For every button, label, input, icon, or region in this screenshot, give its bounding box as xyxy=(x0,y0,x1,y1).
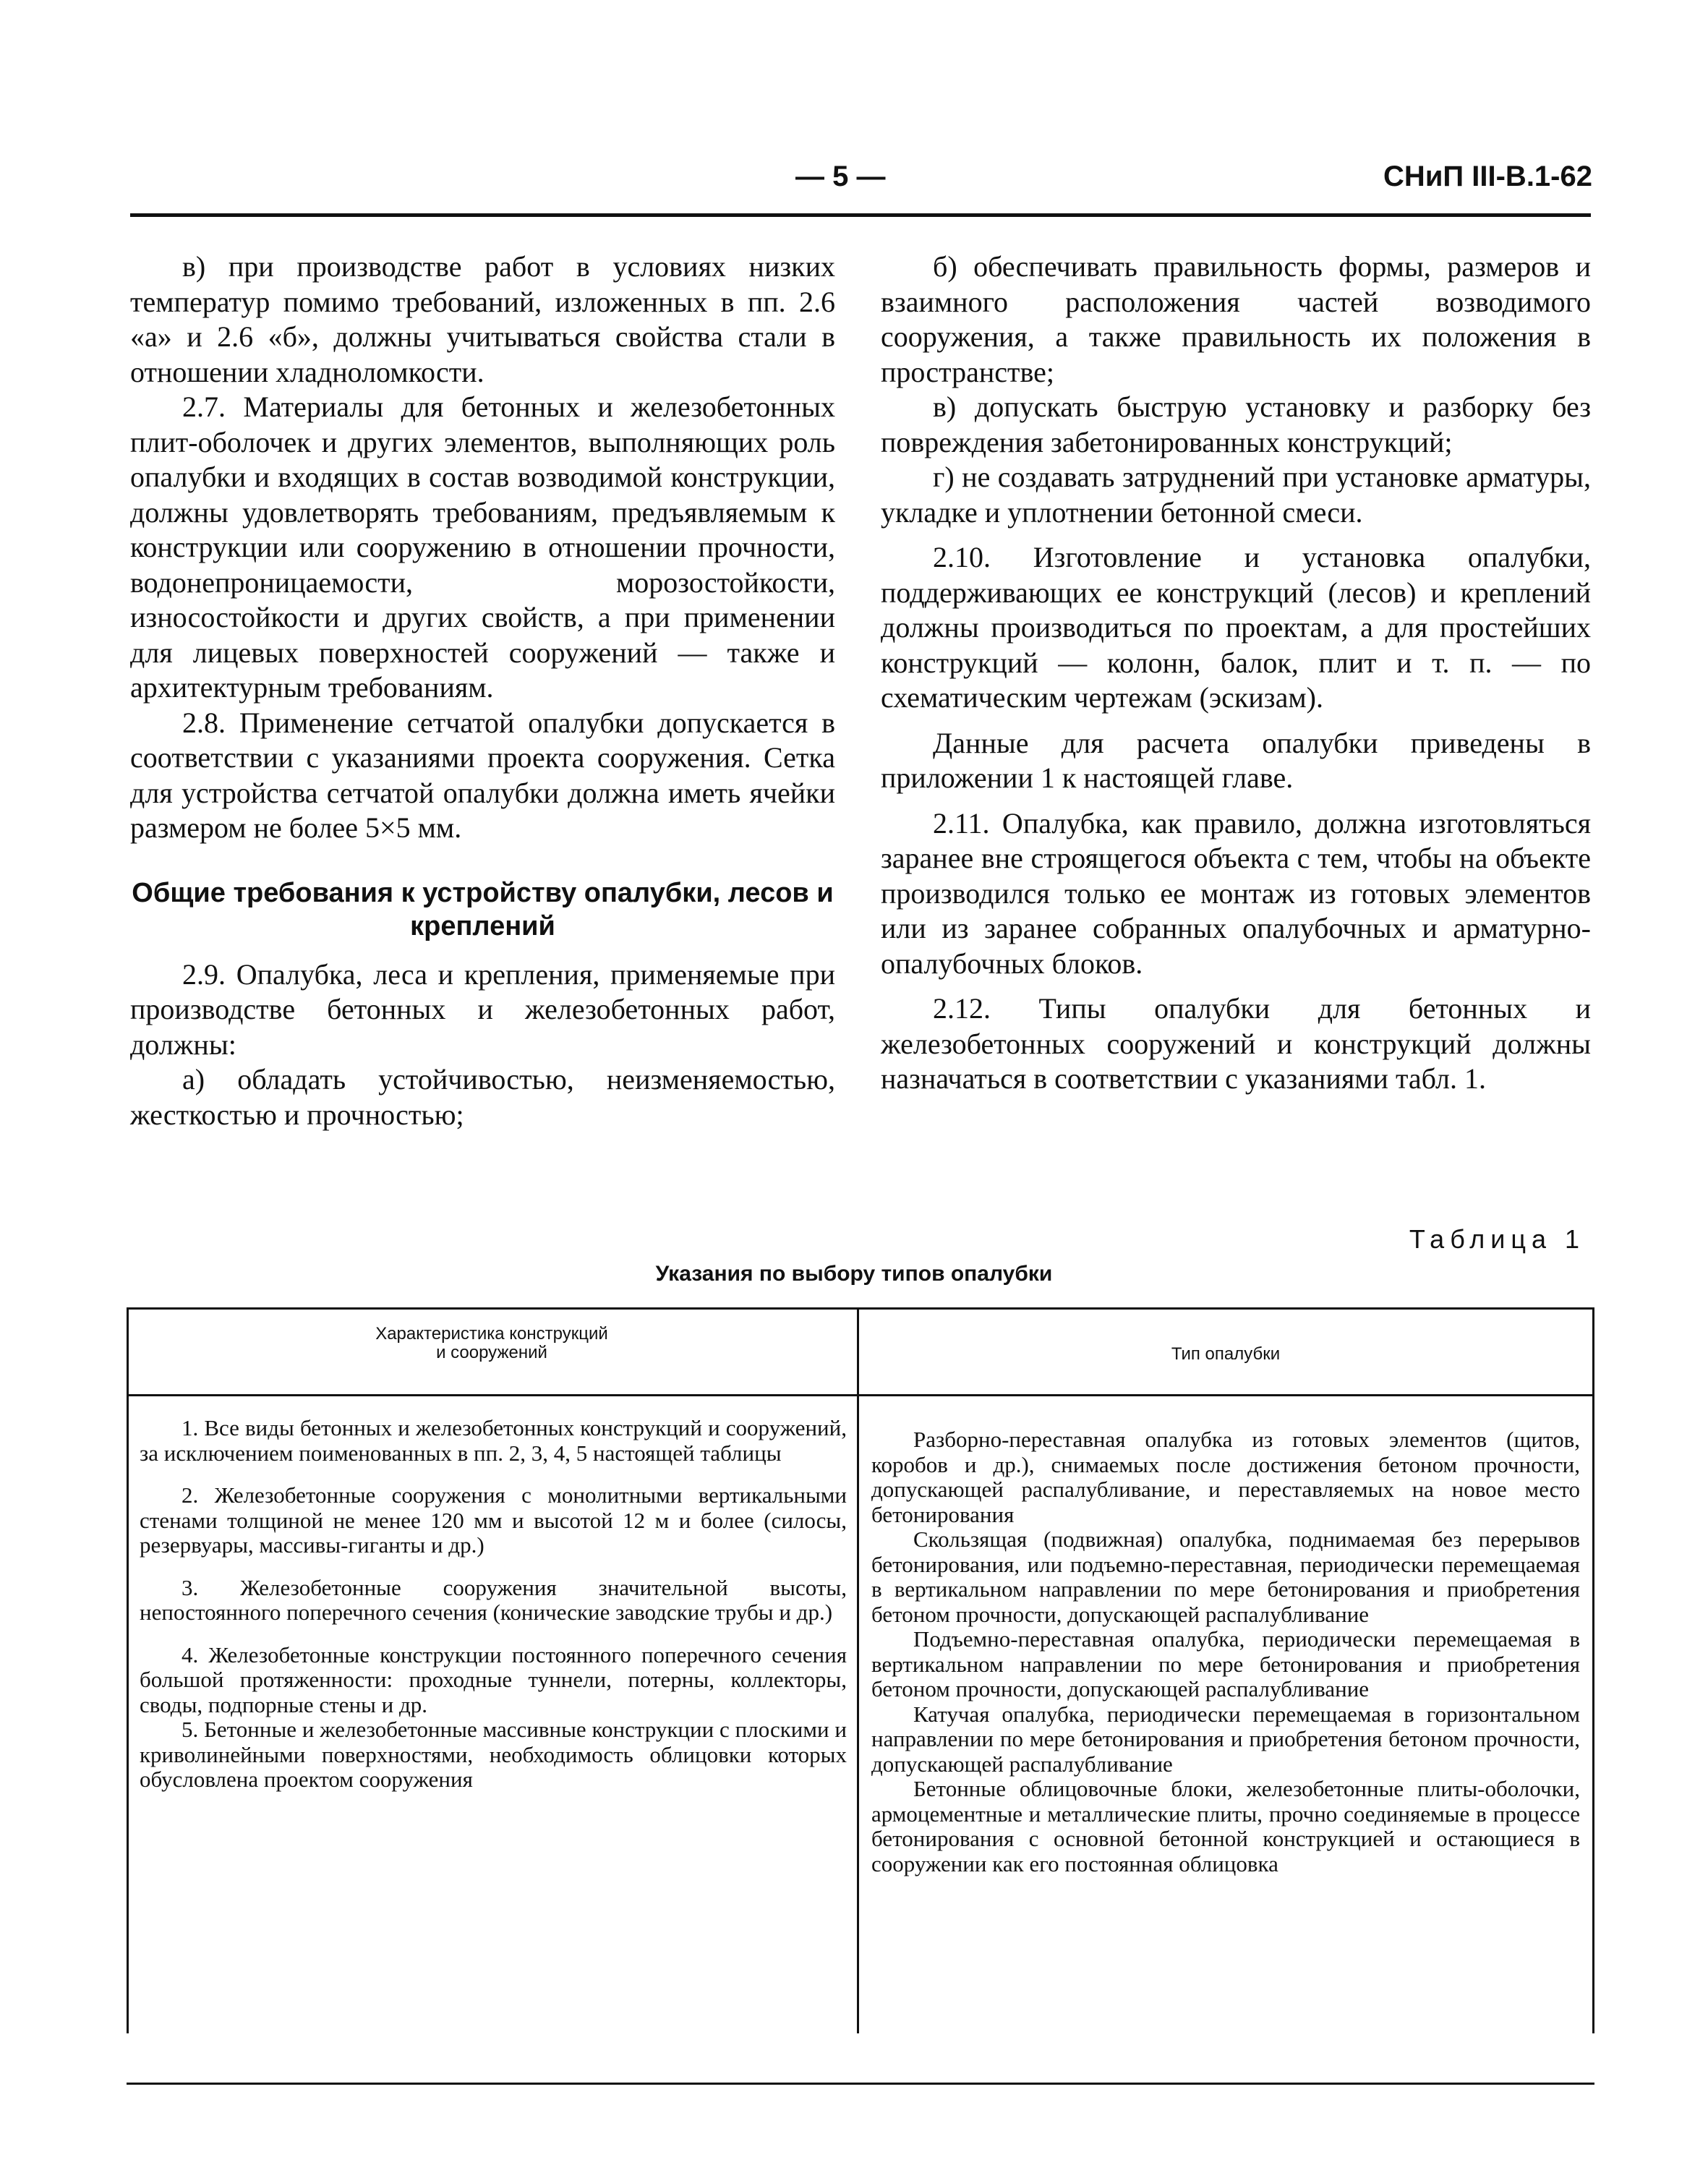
paragraph: а) обладать устойчивостью, неизменяемостью, жесткостью и прочностью; xyxy=(130,1063,835,1131)
table-column-left xyxy=(140,1416,847,1793)
clause-2-7: 2.7. Материалы для бетонных и железобетонных плит-оболочек и других элементов, выполняющих роль опалубки и входящих в состав возводимой конструкции, должны удовлетворять требованиям, предъявляемым к конструкции или сооружению в отношении прочности, водонепроницаемости, морозостойкости, износостойкости и других свойств, а при применении для лицевых поверхностей сооружений — также и архитектурным требованиям. xyxy=(130,390,835,704)
clause-2-12: 2.12. Типы опалубки для бетонных и железобетонных сооружений и конструкций должны назначаться в соответствии с указаниями табл. 1. xyxy=(881,992,1591,1095)
table-rule xyxy=(127,1394,1594,1396)
document-code: СНиП III-В.1-62 xyxy=(1383,161,1592,192)
table-rule xyxy=(1592,1307,1594,2033)
table-title: Указания по выбору типов опалубки xyxy=(655,1262,1053,1286)
table-rule xyxy=(127,2083,1594,2085)
table-cell: 5. Бетонные и железобетонные массивные конструкции с плоскими и криволинейными поверхностями, необходимость облицовки которых обусловлена проектом сооружения xyxy=(140,1717,847,1792)
table-rule xyxy=(857,1307,859,2033)
formwork-table xyxy=(127,1307,1594,2175)
table-header-left xyxy=(134,1325,850,1362)
table-cell: 3. Железобетонные сооружения значительной высоты, непостоянного поперечного сечения (конические заводские трубы и др.) xyxy=(140,1574,847,1625)
table-cell: 4. Железобетонные конструкции постоянного поперечного сечения большой протяженности: проходные туннели, потерны, коллекторы, своды, подпорные стены и др. xyxy=(140,1641,847,1717)
table-cell: Подъемно-переставная опалубка, периодически перемещаемая в вертикальном направлении по мере бетонирования и приобретения бетоном прочности, допускающей распалубливание xyxy=(871,1626,1580,1701)
paragraph: в) допускать быструю установку и разборку без повреждения забетонированных конструкций; xyxy=(881,390,1591,458)
table-cell: Бетонные облицовочные блоки, железобетонные плиты-оболочки, армоцементные и металлические плиты, прочно соединяемые в процессе бетонирования с основной бетонной конструкцией и остающиеся в сооружении как его постоянная облицовка xyxy=(871,1776,1580,1876)
table-column-right xyxy=(871,1427,1580,1876)
clause-2-10: 2.10. Изготовление и установка опалубки, поддерживающих ее конструкций (лесов) и креплений должны производиться по проектам, а для простейших конструкций — колонн, балок, плит и т. п. — по схематическим чертежам (эскизам). xyxy=(881,541,1591,714)
table-cell: 1. Все виды бетонных и железобетонных конструкций и сооружений, за исключением поименованных в пп. 2, 3, 4, 5 настоящей таблицы xyxy=(140,1415,847,1466)
table-label: Таблица 1 xyxy=(1409,1224,1585,1254)
right-column xyxy=(881,249,1591,1097)
table-rule xyxy=(127,1307,1594,1310)
table-cell: Разборно-переставная опалубка из готовых элементов (щитов, коробов и др.), снимаемых после достижения бетоном прочности, допускающей распалубливание, и переставляемых на новое место бетонирования xyxy=(871,1427,1580,1527)
table-header-right: Тип опалубки xyxy=(1171,1344,1281,1364)
paragraph: в) при производстве работ в условиях низких температур помимо требований, изложенных в пп. 2.6 «а» и 2.6 «б», должны учитываться свойства стали в отношении хладноломкости. xyxy=(130,250,835,388)
table-cell: Скользящая (подвижная) опалубка, поднимаемая без перерывов бетонирования, или подъемно-переставная, периодически перемещаемая в вертикальном направлении по мере бетонирования и приобретения бетоном прочности, допускающей распалубливание xyxy=(871,1526,1580,1627)
section-heading: Общие требования к устройству опалубки, лесов и креплений xyxy=(132,877,834,941)
table-cell: Катучая опалубка, периодически перемещаемая в горизонтальном направлении по мере бетонирования и приобретения бетоном прочности, допускающей распалубливание xyxy=(871,1701,1580,1777)
page-number: — 5 — xyxy=(795,161,886,192)
header-rule xyxy=(130,213,1591,217)
left-column xyxy=(130,249,835,1132)
header-text: и сооружений xyxy=(436,1343,547,1362)
paragraph: б) обеспечивать правильность формы, размеров и взаимного расположения частей возводимого сооружения, а также правильность их положения в пространстве; xyxy=(881,250,1591,388)
table-rule xyxy=(127,1307,129,2033)
table-cell: 2. Железобетонные сооружения с монолитными вертикальными стенами толщиной не менее 120 мм и высотой 12 м и более (силосы, резервуары, массивы-гиганты и др.) xyxy=(140,1482,847,1558)
clause-2-9: 2.9. Опалубка, леса и крепления, применяемые при производстве бетонных и железобетонных работ, должны: xyxy=(130,957,835,1061)
paragraph: Данные для расчета опалубки приведены в приложении 1 к настоящей главе. xyxy=(881,726,1591,794)
paragraph: г) не создавать затруднений при установке арматуры, укладке и уплотнении бетонной смеси. xyxy=(881,461,1591,529)
page-header xyxy=(0,161,1708,197)
clause-2-11: 2.11. Опалубка, как правило, должна изготовляться заранее вне строящегося объекта с тем, чтобы на объекте производился только ее монтаж из готовых элементов или из заранее собранных опалубочных и арматурно-опалубочных блоков. xyxy=(881,806,1591,980)
clause-2-8: 2.8. Применение сетчатой опалубки допускается в соответствии с указаниями проекта сооружения. Сетка для устройства сетчатой опалубки должна иметь ячейки размером не более 5×5 мм. xyxy=(130,706,835,844)
header-text: Характеристика конструкций xyxy=(375,1324,608,1344)
